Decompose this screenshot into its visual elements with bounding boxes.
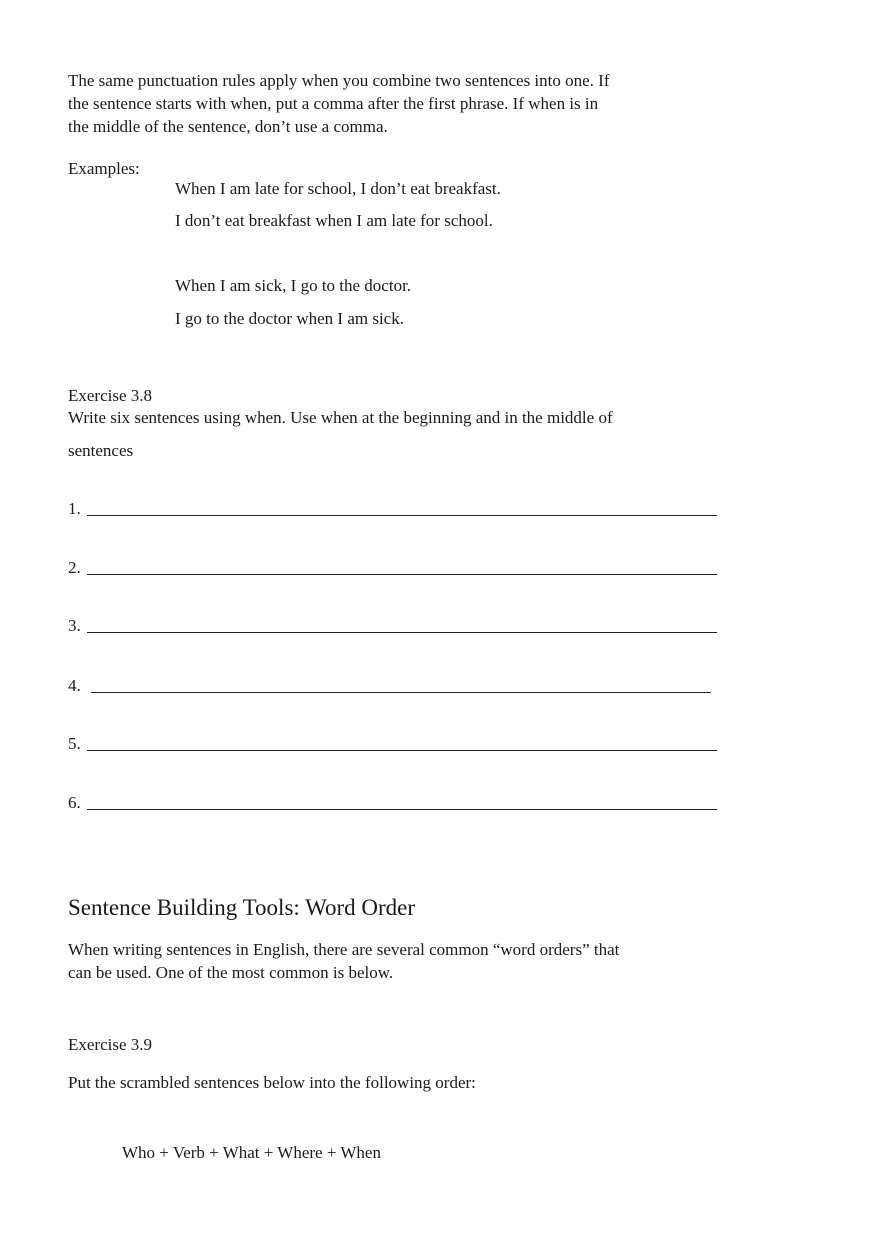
exercise-3-8-instruction: Write six sentences using when. Use when at the beginning and in the middle of xyxy=(68,408,613,427)
answer-line-4[interactable] xyxy=(68,676,711,696)
example-sentence: When I am late for school, I don’t eat breakfast. xyxy=(175,179,501,198)
answer-rule[interactable] xyxy=(91,691,711,693)
word-order-pattern: Who + Verb + What + Where + When xyxy=(122,1143,381,1162)
section-heading: Sentence Building Tools: Word Order xyxy=(68,895,416,920)
intro-line: The same punctuation rules apply when you combine two sentences into one. If xyxy=(68,71,610,90)
intro-line: the middle of the sentence, don’t use a comma. xyxy=(68,117,388,136)
exercise-3-8-title: Exercise 3.8 xyxy=(68,386,153,405)
answer-number: 3. xyxy=(68,616,81,635)
answer-line-5[interactable] xyxy=(68,734,717,754)
answer-line-3[interactable] xyxy=(68,616,717,636)
answer-number: 4. xyxy=(68,676,81,695)
examples-label: Examples: xyxy=(68,159,140,178)
answer-number: 1. xyxy=(68,499,81,518)
answer-number: 5. xyxy=(68,734,81,753)
answer-rule[interactable] xyxy=(87,631,717,633)
answer-line-6[interactable] xyxy=(68,793,717,813)
answer-rule[interactable] xyxy=(87,749,717,751)
answer-number: 2. xyxy=(68,558,81,577)
section-line: can be used. One of the most common is below. xyxy=(68,963,394,982)
example-sentence: I don’t eat breakfast when I am late for school. xyxy=(175,211,493,230)
answer-rule[interactable] xyxy=(87,514,717,516)
exercise-3-8-instruction: sentences xyxy=(68,441,134,460)
answer-line-2[interactable] xyxy=(68,558,717,578)
example-sentence: When I am sick, I go to the doctor. xyxy=(175,276,412,295)
intro-line: the sentence starts with when, put a comma after the first phrase. If when is in xyxy=(68,94,599,113)
exercise-3-9-instruction: Put the scrambled sentences below into the following order: xyxy=(68,1073,476,1092)
answer-number: 6. xyxy=(68,793,81,812)
answer-rule[interactable] xyxy=(87,573,717,575)
example-sentence: I go to the doctor when I am sick. xyxy=(175,309,404,328)
exercise-3-9-title: Exercise 3.9 xyxy=(68,1035,153,1054)
answer-rule[interactable] xyxy=(87,808,717,810)
section-line: When writing sentences in English, there are several common “word orders” that xyxy=(68,940,620,959)
answer-line-1[interactable] xyxy=(68,499,717,519)
